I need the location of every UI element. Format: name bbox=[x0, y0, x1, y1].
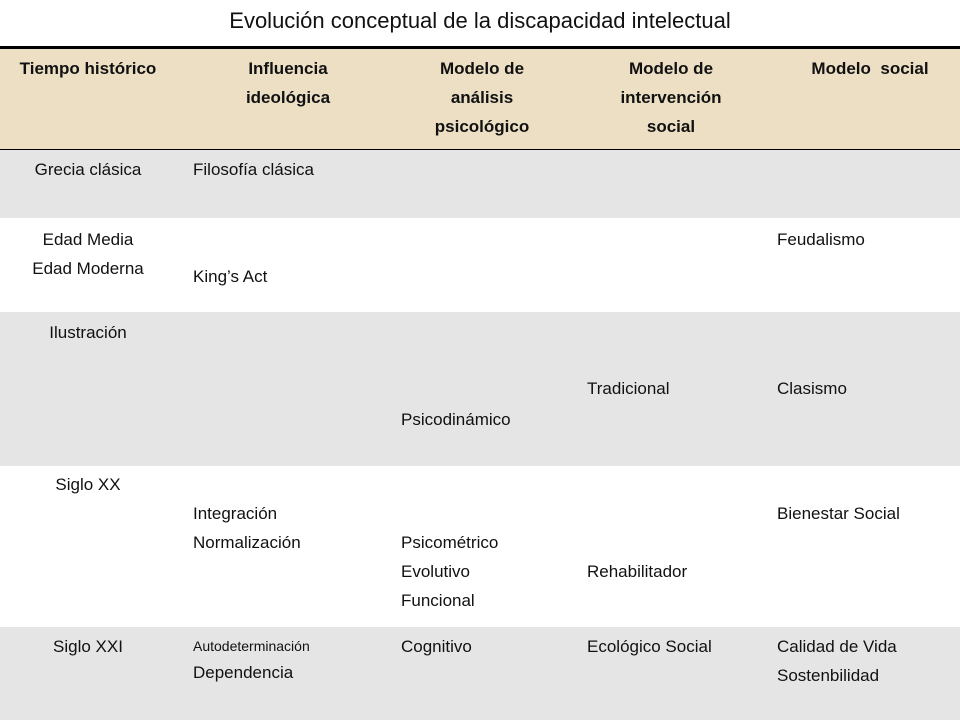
cell-tiempo: Ilustración bbox=[49, 323, 127, 342]
cell-intervencion: Rehabilitador bbox=[587, 562, 688, 581]
cell-social: Clasismo bbox=[777, 379, 847, 398]
table-row-grecia bbox=[0, 150, 960, 218]
page-title: Evolución conceptual de la discapacidad intelectual bbox=[229, 8, 731, 33]
cell-analisis-3: Funcional bbox=[401, 591, 475, 610]
header-analisis: Modelo de análisis psicológico bbox=[434, 59, 530, 136]
cell-analisis: Cognitivo bbox=[401, 637, 472, 656]
cell-social-2: Sostenbilidad bbox=[777, 666, 880, 685]
cell-influencia: Filosofía clásica bbox=[193, 160, 314, 179]
header-social: Modelo social bbox=[811, 59, 929, 78]
cell-analisis-2: Evolutivo bbox=[401, 562, 470, 581]
cell-influencia-2: Dependencia bbox=[193, 663, 294, 682]
cell-influencia-1: Autodeterminación bbox=[193, 638, 310, 654]
cell-tiempo-2: Edad Moderna bbox=[32, 259, 144, 278]
header-influencia: Influencia ideológica bbox=[245, 59, 331, 107]
cell-social: Bienestar Social bbox=[777, 504, 900, 523]
cell-influencia-2: Normalización bbox=[193, 533, 301, 552]
table-row-siglo-xx bbox=[0, 466, 960, 627]
cell-tiempo: Siglo XX bbox=[55, 475, 121, 494]
header-tiempo: Tiempo histórico bbox=[19, 59, 157, 78]
table-row-edad-media bbox=[0, 218, 960, 312]
cell-influencia-1: Integración bbox=[193, 504, 278, 523]
cell-intervencion: Ecológico Social bbox=[587, 637, 712, 656]
table-row-siglo-xxi bbox=[0, 627, 960, 720]
cell-tiempo-1: Edad Media bbox=[42, 230, 134, 249]
cell-social-1: Calidad de Vida bbox=[777, 637, 897, 656]
cell-tiempo: Grecia clásica bbox=[34, 160, 142, 179]
cell-social: Feudalismo bbox=[777, 230, 865, 249]
cell-analisis-1: Psicométrico bbox=[401, 533, 499, 552]
cell-intervencion: Tradicional bbox=[587, 379, 670, 398]
header-intervencion: Modelo de intervención social bbox=[620, 59, 722, 136]
cell-influencia: King’s Act bbox=[193, 267, 268, 286]
table-row-ilustracion bbox=[0, 312, 960, 466]
cell-analisis: Psicodinámico bbox=[401, 410, 511, 429]
cell-tiempo: Siglo XXI bbox=[53, 637, 123, 656]
